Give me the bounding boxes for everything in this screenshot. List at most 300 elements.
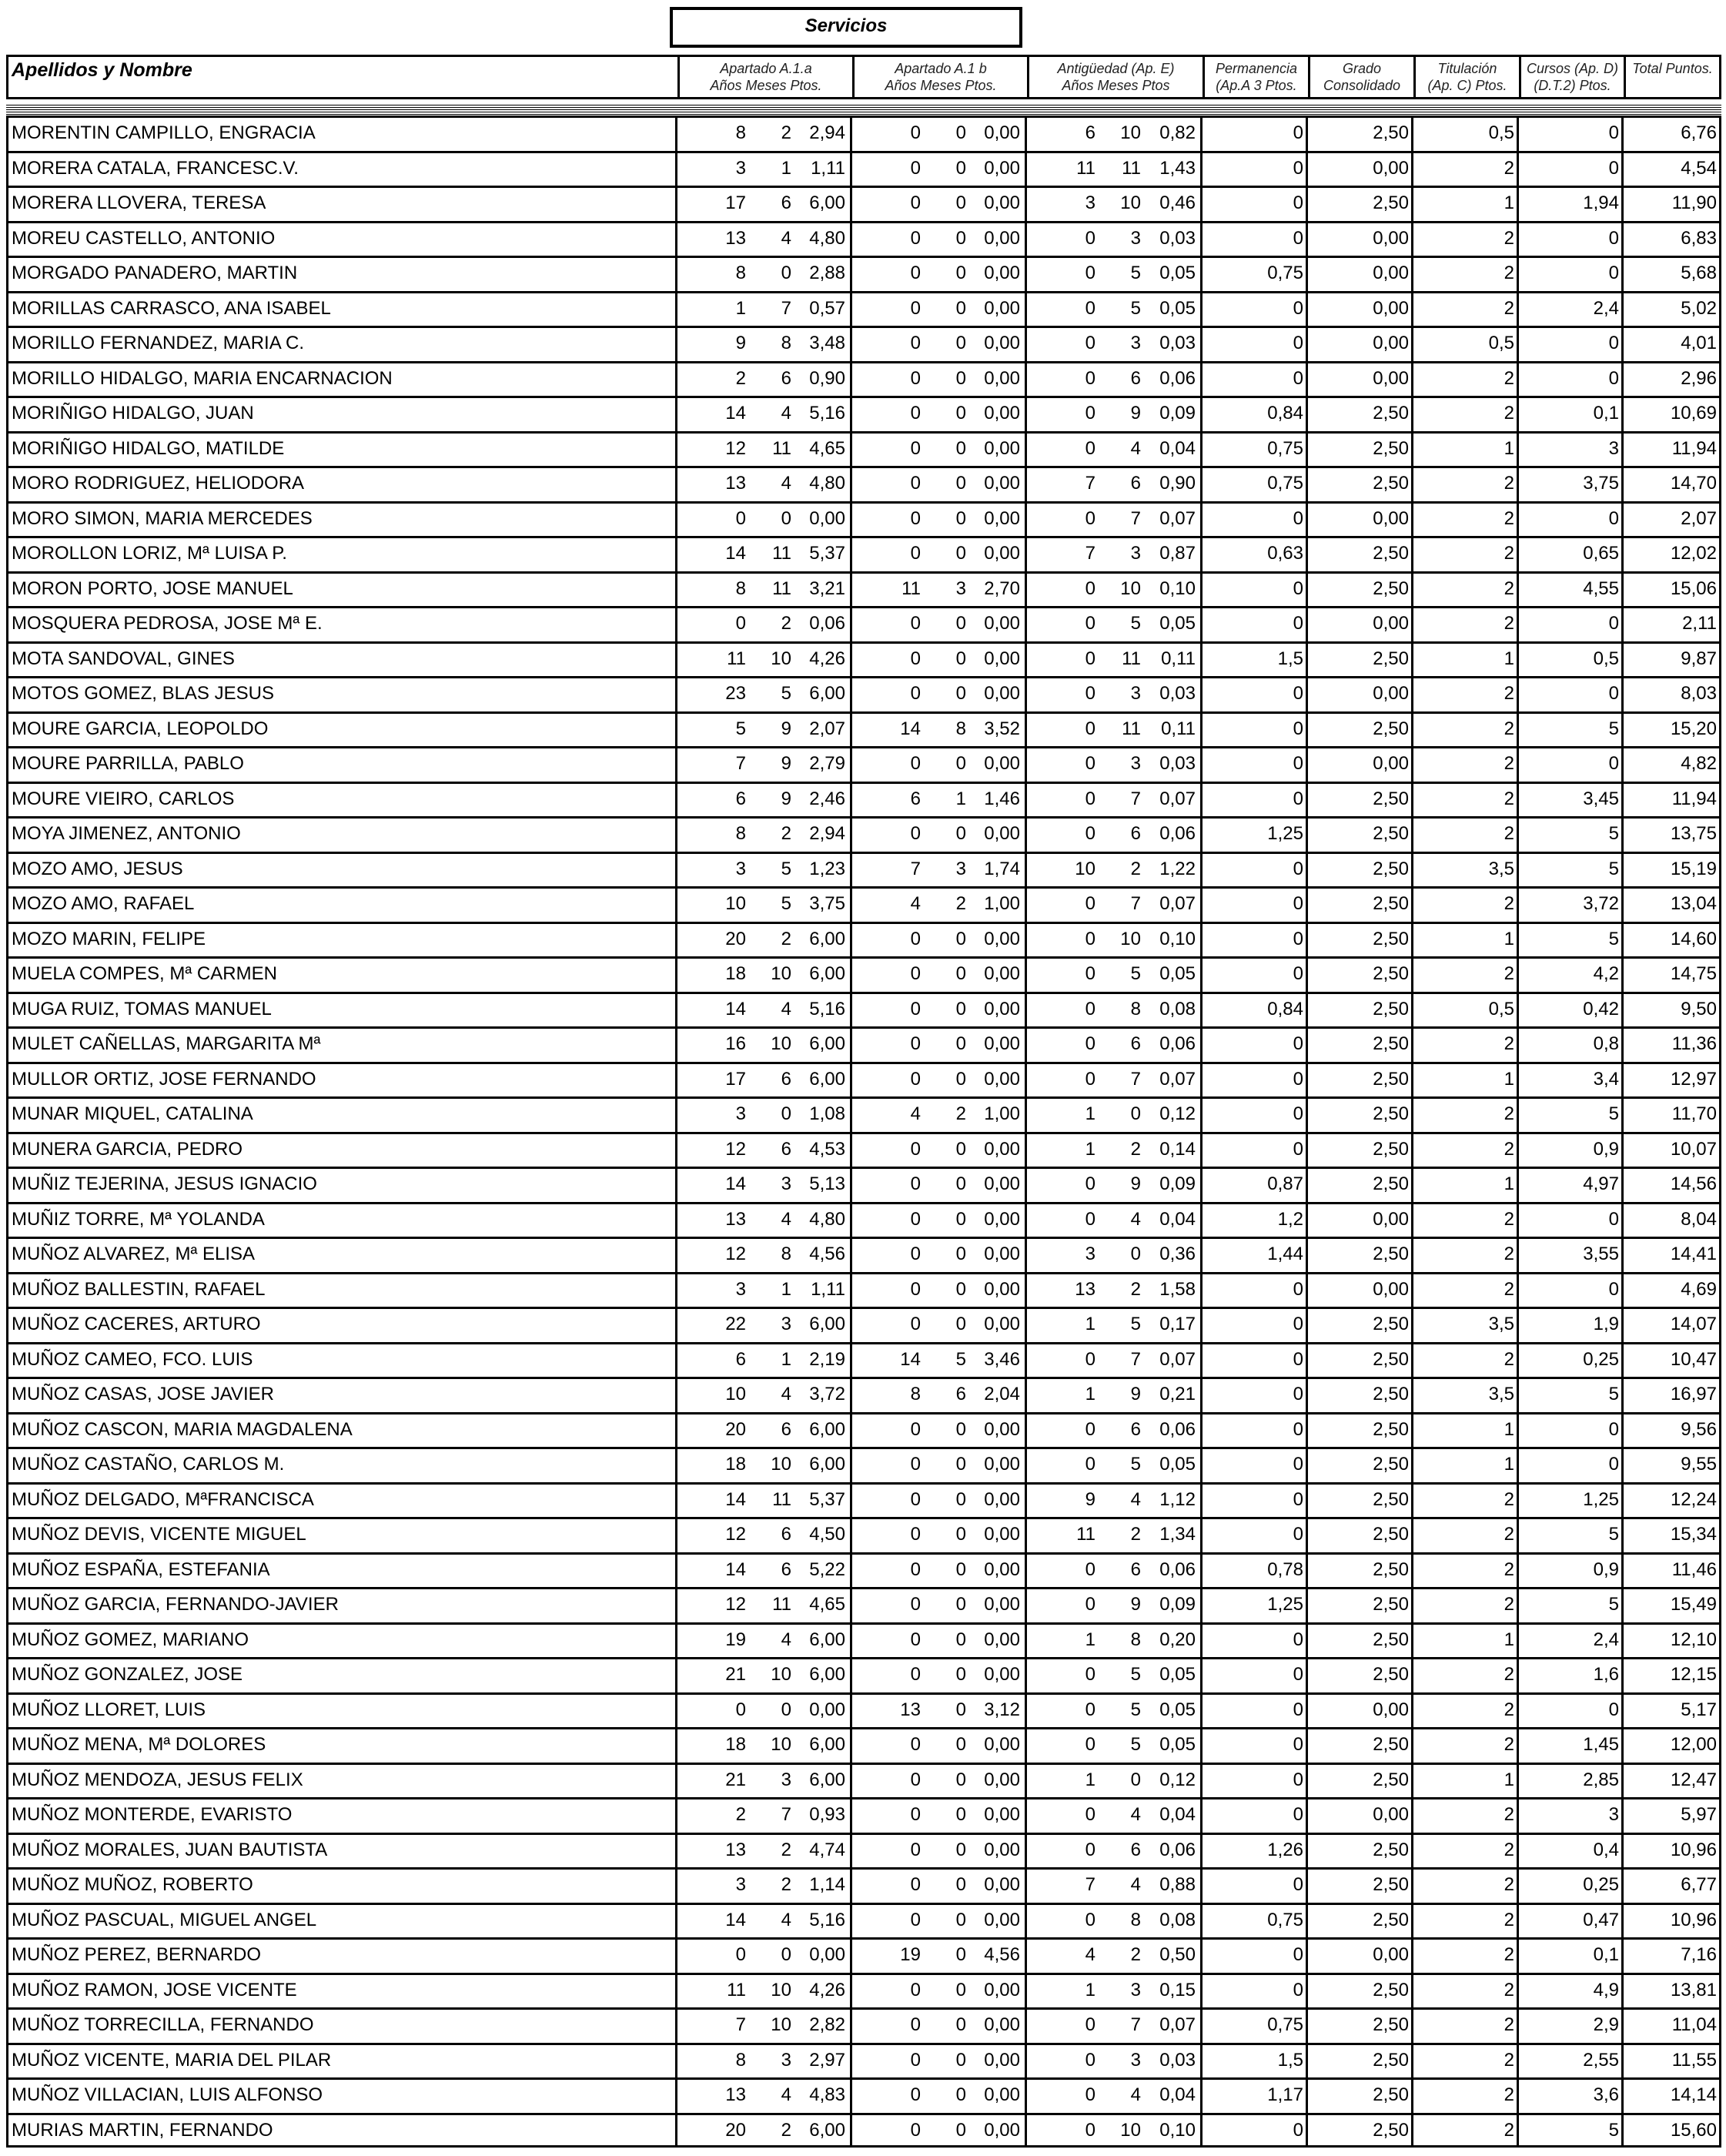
cell-cursos: 2,9 [1519, 2010, 1624, 2043]
cell-apartado-a1a [677, 1940, 852, 1973]
cell-apartado-a1b-months: 0 [955, 823, 966, 844]
cell-titulacion: 2 [1413, 959, 1519, 992]
table-row [6, 1833, 1721, 1868]
cell-cursos: 0 [1519, 118, 1624, 151]
cell-name: MUÑOZ TORRECILLA, FERNANDO [6, 2010, 677, 2043]
cell-apartado-a1a-years: 22 [725, 1314, 746, 1334]
cell-antiguedad-years: 0 [1085, 2014, 1095, 2035]
header-line: Años Meses Ptos. [885, 78, 997, 93]
cell-antiguedad [1027, 1379, 1203, 1412]
cell-apartado-a1a-months: 7 [781, 1804, 791, 1825]
cell-apartado-a1a [677, 1659, 852, 1692]
cell-antiguedad [1027, 1555, 1203, 1588]
cell-apartado-a1b [852, 2045, 1027, 2078]
cell-apartado-a1a-points: 3,72 [809, 1384, 845, 1404]
cell-antiguedad-months: 6 [1130, 367, 1141, 389]
cell-permanencia: 0 [1203, 924, 1308, 957]
cell-name: MOTOS GOMEZ, BLAS JESUS [6, 678, 677, 711]
cell-titulacion: 1 [1413, 1765, 1519, 1798]
cell-apartado-a1a-years: 23 [725, 683, 746, 704]
cell-cursos: 0,25 [1519, 1344, 1624, 1378]
cell-titulacion: 2 [1413, 1274, 1519, 1307]
cell-grado: 2,50 [1308, 1835, 1413, 1868]
cell-apartado-a1b [852, 924, 1027, 957]
table-row [6, 221, 1721, 256]
cell-apartado-a1b [852, 1064, 1027, 1097]
cell-antiguedad [1027, 784, 1203, 817]
cell-antiguedad-years: 3 [1085, 192, 1095, 213]
table-row [6, 1797, 1721, 1833]
cell-apartado-a1b [852, 1414, 1027, 1448]
cell-cursos: 0,9 [1519, 1134, 1624, 1167]
cell-antiguedad-points: 0,05 [1159, 297, 1196, 319]
cell-antiguedad [1027, 644, 1203, 677]
cell-cursos: 2,4 [1519, 293, 1624, 326]
table-row [6, 1727, 1721, 1763]
header-line: Apartado A.1.a [720, 61, 812, 76]
cell-apartado-a1a-months: 3 [781, 1769, 791, 1790]
cell-grado: 0,00 [1308, 1204, 1413, 1237]
cell-apartado-a1a-months: 2 [781, 613, 791, 634]
cell-apartado-a1a-years: 5 [735, 718, 746, 739]
cell-grado: 2,50 [1308, 784, 1413, 817]
cell-apartado-a1a-months: 8 [781, 333, 791, 353]
cell-apartado-a1b [852, 1344, 1027, 1378]
table-row [6, 1307, 1721, 1342]
cell-apartado-a1b-months: 5 [955, 1348, 966, 1370]
cell-name: MORO RODRIGUEZ, HELIODORA [6, 468, 677, 501]
cell-grado: 2,50 [1308, 468, 1413, 501]
cell-antiguedad-years: 7 [1085, 543, 1095, 564]
cell-grado: 2,50 [1308, 1134, 1413, 1167]
cell-apartado-a1b-months: 3 [955, 858, 966, 879]
cell-total: 11,94 [1624, 784, 1721, 817]
header-line: (Ap.A 3 Ptos. [1216, 78, 1297, 93]
header-apartado-a1a [680, 57, 855, 97]
table-row [6, 116, 1721, 151]
cell-antiguedad-months: 7 [1130, 893, 1141, 914]
cell-apartado-a1b-months: 0 [955, 1699, 966, 1720]
cell-apartado-a1a-points: 5,13 [809, 1173, 845, 1194]
cell-apartado-a1a-years: 12 [725, 1524, 746, 1545]
cell-grado: 2,50 [1308, 924, 1413, 957]
cell-apartado-a1b [852, 188, 1027, 221]
cell-name: MUGA RUIZ, TOMAS MANUEL [6, 994, 677, 1027]
cell-apartado-a1b-points: 0,00 [984, 1558, 1020, 1580]
cell-apartado-a1a-points: 4,26 [809, 648, 845, 669]
cell-titulacion: 2 [1413, 574, 1519, 607]
cell-apartado-a1a-months: 2 [781, 928, 791, 949]
cell-cursos: 4,97 [1519, 1169, 1624, 1202]
cell-apartado-a1a-years: 10 [725, 893, 746, 914]
table-row [6, 326, 1721, 361]
cell-apartado-a1b-points: 0,00 [984, 1839, 1020, 1860]
cell-titulacion: 1 [1413, 644, 1519, 677]
cell-apartado-a1b-points: 0,00 [984, 1138, 1020, 1160]
cell-apartado-a1a [677, 1975, 852, 2008]
cell-antiguedad-points: 0,07 [1159, 1068, 1196, 1090]
cell-antiguedad-months: 9 [1130, 1384, 1141, 1404]
cell-apartado-a1b [852, 468, 1027, 501]
cell-grado: 2,50 [1308, 1379, 1413, 1412]
cell-apartado-a1b-months: 0 [955, 963, 966, 984]
cell-total: 4,01 [1624, 328, 1721, 361]
cell-antiguedad [1027, 2080, 1203, 2113]
cell-apartado-a1b-years: 0 [910, 928, 921, 949]
cell-name: MORIÑIGO HIDALGO, JUAN [6, 398, 677, 431]
cell-titulacion: 2 [1413, 784, 1519, 817]
cell-antiguedad [1027, 1344, 1203, 1378]
cell-apartado-a1b-months: 0 [955, 1208, 966, 1230]
cell-apartado-a1b-years: 0 [910, 1278, 921, 1300]
cell-name: MUELA COMPES, Mª CARMEN [6, 959, 677, 992]
cell-apartado-a1b-months: 0 [955, 1769, 966, 1790]
cell-apartado-a1b [852, 854, 1027, 887]
cell-cursos: 4,2 [1519, 959, 1624, 992]
cell-antiguedad [1027, 118, 1203, 151]
cell-antiguedad [1027, 1765, 1203, 1798]
cell-permanencia: 0 [1203, 1344, 1308, 1378]
cell-apartado-a1b-months: 0 [955, 998, 966, 1019]
cell-apartado-a1b-years: 0 [910, 1208, 921, 1230]
cell-antiguedad-points: 0,07 [1159, 507, 1196, 529]
cell-permanencia: 0 [1203, 223, 1308, 256]
cell-apartado-a1a-years: 18 [725, 1454, 746, 1475]
cell-antiguedad-points: 0,07 [1159, 2014, 1196, 2035]
cell-antiguedad-points: 1,43 [1159, 157, 1196, 179]
cell-antiguedad-months: 9 [1130, 403, 1141, 424]
cell-antiguedad-months: 8 [1130, 1909, 1141, 1930]
cell-apartado-a1b-points: 0,00 [984, 263, 1020, 283]
cell-apartado-a1a-years: 1 [735, 297, 746, 319]
cell-antiguedad-points: 0,05 [1159, 1664, 1196, 1685]
cell-antiguedad-years: 9 [1085, 1488, 1095, 1510]
cell-apartado-a1b [852, 2010, 1027, 2043]
cell-permanencia: 0 [1203, 1765, 1308, 1798]
cell-apartado-a1a-years: 8 [735, 2049, 746, 2071]
cell-titulacion: 2 [1413, 1204, 1519, 1237]
cell-antiguedad-years: 10 [1075, 858, 1095, 879]
cell-grado: 0,00 [1308, 678, 1413, 711]
cell-apartado-a1b-months: 0 [955, 928, 966, 949]
cell-apartado-a1b-months: 0 [955, 2119, 966, 2141]
cell-antiguedad-months: 10 [1120, 578, 1141, 599]
cell-apartado-a1b [852, 1940, 1027, 1973]
cell-apartado-a1b [852, 644, 1027, 677]
header-permanencia [1205, 57, 1310, 97]
cell-total: 6,77 [1624, 1870, 1721, 1903]
cell-antiguedad [1027, 1905, 1203, 1938]
cell-antiguedad-years: 1 [1085, 1384, 1095, 1404]
cell-name: MOZO MARIN, FELIPE [6, 924, 677, 957]
cell-apartado-a1b-years: 0 [910, 367, 921, 389]
cell-apartado-a1b-years: 0 [910, 297, 921, 319]
cell-total: 5,97 [1624, 1799, 1721, 1833]
cell-apartado-a1a [677, 1589, 852, 1622]
cell-cursos: 0 [1519, 1274, 1624, 1307]
cell-apartado-a1a [677, 1905, 852, 1938]
cell-grado: 2,50 [1308, 1729, 1413, 1763]
cell-apartado-a1b-points: 0,00 [984, 683, 1020, 704]
cell-apartado-a1a-points: 2,07 [809, 718, 845, 739]
cell-apartado-a1a-months: 10 [771, 963, 791, 984]
cell-apartado-a1b-points: 0,00 [984, 367, 1020, 389]
cell-apartado-a1a-months: 0 [781, 263, 791, 283]
cell-apartado-a1a-years: 11 [727, 648, 746, 669]
cell-name: MUÑOZ CACERES, ARTURO [6, 1309, 677, 1342]
section-title-servicios: Servicios [670, 7, 1022, 48]
cell-apartado-a1b-years: 0 [910, 333, 921, 353]
cell-apartado-a1a [677, 1485, 852, 1518]
cell-apartado-a1a-months: 4 [781, 998, 791, 1019]
cell-permanencia: 0 [1203, 854, 1308, 887]
cell-antiguedad-months: 11 [1122, 648, 1141, 669]
cell-apartado-a1b [852, 223, 1027, 256]
cell-apartado-a1a-months: 0 [781, 1944, 791, 1965]
cell-total: 12,00 [1624, 1729, 1721, 1763]
cell-permanencia: 0 [1203, 784, 1308, 817]
cell-antiguedad [1027, 1625, 1203, 1658]
cell-apartado-a1a [677, 1099, 852, 1132]
cell-antiguedad-years: 3 [1085, 1244, 1095, 1264]
cell-antiguedad [1027, 1204, 1203, 1237]
cell-total: 2,07 [1624, 504, 1721, 537]
cell-total: 11,94 [1624, 434, 1721, 467]
cell-apartado-a1b-months: 0 [955, 2014, 966, 2035]
cell-antiguedad-years: 6 [1085, 122, 1095, 143]
header-line: Años Meses Ptos. [710, 78, 822, 93]
table-row [6, 1132, 1721, 1167]
cell-grado: 0,00 [1308, 748, 1413, 782]
header-cursos [1521, 57, 1626, 97]
cell-name: MORGADO PANADERO, MARTIN [6, 258, 677, 291]
cell-permanencia: 0,78 [1203, 1555, 1308, 1588]
cell-apartado-a1a-points: 4,83 [809, 2084, 845, 2105]
cell-titulacion: 2 [1413, 1589, 1519, 1622]
table-row [6, 501, 1721, 537]
cell-apartado-a1a-months: 10 [771, 1033, 791, 1054]
cell-antiguedad-months: 5 [1130, 297, 1141, 319]
cell-apartado-a1a-points: 6,00 [809, 1734, 845, 1755]
cell-apartado-a1a-months: 8 [781, 1244, 791, 1264]
cell-total: 11,46 [1624, 1555, 1721, 1588]
cell-total: 15,34 [1624, 1519, 1721, 1552]
cell-antiguedad-months: 7 [1130, 507, 1141, 529]
cell-grado: 2,50 [1308, 1449, 1413, 1482]
cell-antiguedad [1027, 363, 1203, 397]
cell-apartado-a1b [852, 1695, 1027, 1728]
cell-permanencia: 1,25 [1203, 1589, 1308, 1622]
cell-total: 10,69 [1624, 398, 1721, 431]
cell-name: MUÑOZ VILLACIAN, LUIS ALFONSO [6, 2080, 677, 2113]
cell-apartado-a1b-years: 13 [900, 1699, 921, 1720]
cell-apartado-a1a [677, 2080, 852, 2113]
cell-titulacion: 2 [1413, 1029, 1519, 1062]
cell-antiguedad-years: 0 [1085, 1909, 1095, 1930]
cell-name: MORILLAS CARRASCO, ANA ISABEL [6, 293, 677, 326]
cell-apartado-a1b [852, 1835, 1027, 1868]
cell-apartado-a1a-months: 10 [771, 1664, 791, 1685]
cell-apartado-a1b-years: 0 [910, 1173, 921, 1194]
cell-titulacion: 2 [1413, 363, 1519, 397]
table-row [6, 291, 1721, 326]
header-total [1626, 57, 1719, 97]
table-row [6, 676, 1721, 711]
cell-total: 10,96 [1624, 1905, 1721, 1938]
cell-apartado-a1b-years: 0 [910, 263, 921, 283]
cell-apartado-a1b-points: 0,00 [984, 2084, 1020, 2105]
cell-antiguedad [1027, 1519, 1203, 1552]
cell-total: 4,82 [1624, 748, 1721, 782]
cell-apartado-a1b [852, 2115, 1027, 2146]
cell-apartado-a1b-years: 0 [910, 192, 921, 213]
table-row [6, 1062, 1721, 1097]
cell-apartado-a1b-years: 0 [910, 507, 921, 529]
cell-total: 15,60 [1624, 2115, 1721, 2146]
cell-apartado-a1a-months: 11 [772, 578, 791, 599]
header-line: (Ap. C) Ptos. [1427, 78, 1507, 93]
cell-grado: 2,50 [1308, 1485, 1413, 1518]
cell-antiguedad [1027, 1589, 1203, 1622]
table-header [6, 55, 1721, 99]
cell-cursos: 3,45 [1519, 784, 1624, 817]
cell-name: MORO SIMON, MARIA MERCEDES [6, 504, 677, 537]
cell-titulacion: 2 [1413, 1344, 1519, 1378]
cell-apartado-a1a [677, 1344, 852, 1378]
cell-antiguedad-points: 0,03 [1159, 227, 1196, 249]
table-row [6, 886, 1721, 922]
cell-antiguedad-years: 0 [1085, 2119, 1095, 2141]
cell-titulacion: 2 [1413, 504, 1519, 537]
cell-apartado-a1b-months: 0 [955, 1909, 966, 1930]
table-row [6, 956, 1721, 992]
cell-antiguedad-months: 4 [1130, 437, 1141, 459]
cell-apartado-a1b-months: 0 [955, 683, 966, 704]
cell-antiguedad [1027, 1414, 1203, 1448]
cell-permanencia: 0 [1203, 1099, 1308, 1132]
cell-total: 11,70 [1624, 1099, 1721, 1132]
cell-titulacion: 2 [1413, 1099, 1519, 1132]
cell-antiguedad-months: 7 [1130, 1068, 1141, 1090]
cell-permanencia: 0 [1203, 1449, 1308, 1482]
cell-apartado-a1a-points: 6,00 [809, 1068, 845, 1090]
cell-antiguedad-points: 0,87 [1159, 543, 1196, 564]
cell-apartado-a1b-months: 2 [955, 893, 966, 914]
cell-cursos: 0 [1519, 1449, 1624, 1482]
table-row [6, 536, 1721, 571]
cell-apartado-a1a-years: 12 [725, 1244, 746, 1264]
cell-titulacion: 2 [1413, 1485, 1519, 1518]
cell-total: 6,83 [1624, 223, 1721, 256]
cell-apartado-a1b [852, 1169, 1027, 1202]
cell-apartado-a1b-points: 0,00 [984, 2049, 1020, 2071]
cell-apartado-a1a [677, 1414, 852, 1448]
cell-titulacion: 2 [1413, 1729, 1519, 1763]
cell-name: MUÑOZ CASTAÑO, CARLOS M. [6, 1449, 677, 1482]
cell-apartado-a1b [852, 959, 1027, 992]
cell-antiguedad-points: 0,10 [1159, 2119, 1196, 2141]
cell-antiguedad-points: 0,03 [1159, 2049, 1196, 2071]
cell-total: 10,47 [1624, 1344, 1721, 1378]
cell-total: 15,06 [1624, 574, 1721, 607]
cell-antiguedad-months: 6 [1130, 1558, 1141, 1580]
cell-apartado-a1a-points: 5,16 [809, 1909, 845, 1930]
cell-apartado-a1b-points: 1,74 [984, 858, 1020, 879]
cell-apartado-a1b-months: 0 [955, 1979, 966, 2000]
cell-apartado-a1b-months: 0 [955, 543, 966, 564]
cell-grado: 2,50 [1308, 959, 1413, 992]
cell-cursos: 0 [1519, 328, 1624, 361]
cell-apartado-a1a-years: 14 [725, 998, 746, 1019]
cell-apartado-a1b [852, 258, 1027, 291]
header-line: Titulación [1437, 61, 1497, 76]
cell-antiguedad-years: 0 [1085, 1208, 1095, 1230]
cell-apartado-a1a-years: 7 [735, 2014, 746, 2035]
cell-apartado-a1b-months: 2 [955, 1103, 966, 1124]
cell-apartado-a1b-points: 2,04 [984, 1384, 1020, 1404]
cell-apartado-a1b-points: 0,00 [984, 2014, 1020, 2035]
cell-grado: 0,00 [1308, 1274, 1413, 1307]
cell-antiguedad-months: 4 [1130, 1208, 1141, 1230]
cell-apartado-a1a-years: 3 [735, 1874, 746, 1895]
cell-apartado-a1b-years: 11 [901, 578, 921, 599]
cell-apartado-a1a-years: 9 [735, 333, 746, 353]
cell-apartado-a1b [852, 1239, 1027, 1272]
cell-antiguedad [1027, 434, 1203, 467]
cell-antiguedad [1027, 608, 1203, 641]
cell-antiguedad-years: 0 [1085, 1033, 1095, 1054]
cell-apartado-a1b [852, 363, 1027, 397]
cell-cursos: 1,45 [1519, 1729, 1624, 1763]
cell-apartado-a1a-months: 7 [781, 297, 791, 319]
cell-antiguedad-months: 5 [1130, 1699, 1141, 1720]
cell-name: MUÑOZ CASAS, JOSE JAVIER [6, 1379, 677, 1412]
cell-cursos: 3,72 [1519, 889, 1624, 922]
cell-antiguedad-years: 7 [1085, 473, 1095, 494]
table-row [6, 1026, 1721, 1062]
cell-antiguedad [1027, 328, 1203, 361]
cell-grado: 2,50 [1308, 1029, 1413, 1062]
cell-antiguedad [1027, 2045, 1203, 2078]
cell-apartado-a1a-years: 0 [735, 1944, 746, 1965]
cell-cursos: 0,5 [1519, 644, 1624, 677]
cell-titulacion: 2 [1413, 538, 1519, 571]
cell-apartado-a1a-points: 6,00 [809, 1769, 845, 1790]
cell-antiguedad-points: 0,09 [1159, 1173, 1196, 1194]
cell-antiguedad-years: 0 [1085, 718, 1095, 739]
cell-apartado-a1a-points: 6,00 [809, 192, 845, 213]
cell-permanencia: 0 [1203, 1799, 1308, 1833]
cell-cursos: 0,8 [1519, 1029, 1624, 1062]
cell-name: MOREU CASTELLO, ANTONIO [6, 223, 677, 256]
cell-apartado-a1a [677, 678, 852, 711]
cell-antiguedad [1027, 1485, 1203, 1518]
cell-titulacion: 2 [1413, 748, 1519, 782]
cell-apartado-a1b-points: 0,00 [984, 227, 1020, 249]
cell-antiguedad-months: 10 [1120, 2119, 1141, 2141]
cell-apartado-a1b-months: 0 [955, 1418, 966, 1440]
cell-apartado-a1b-months: 0 [955, 1244, 966, 1264]
cell-apartado-a1b-years: 0 [910, 963, 921, 984]
cell-apartado-a1b-points: 2,70 [984, 578, 1020, 599]
cell-apartado-a1a-points: 3,48 [809, 333, 845, 353]
cell-apartado-a1b-months: 0 [955, 753, 966, 774]
cell-antiguedad [1027, 2010, 1203, 2043]
table-row [6, 852, 1721, 887]
cell-permanencia: 0 [1203, 608, 1308, 641]
cell-antiguedad-months: 11 [1122, 718, 1141, 739]
header-line: Años Meses Ptos [1062, 78, 1170, 93]
